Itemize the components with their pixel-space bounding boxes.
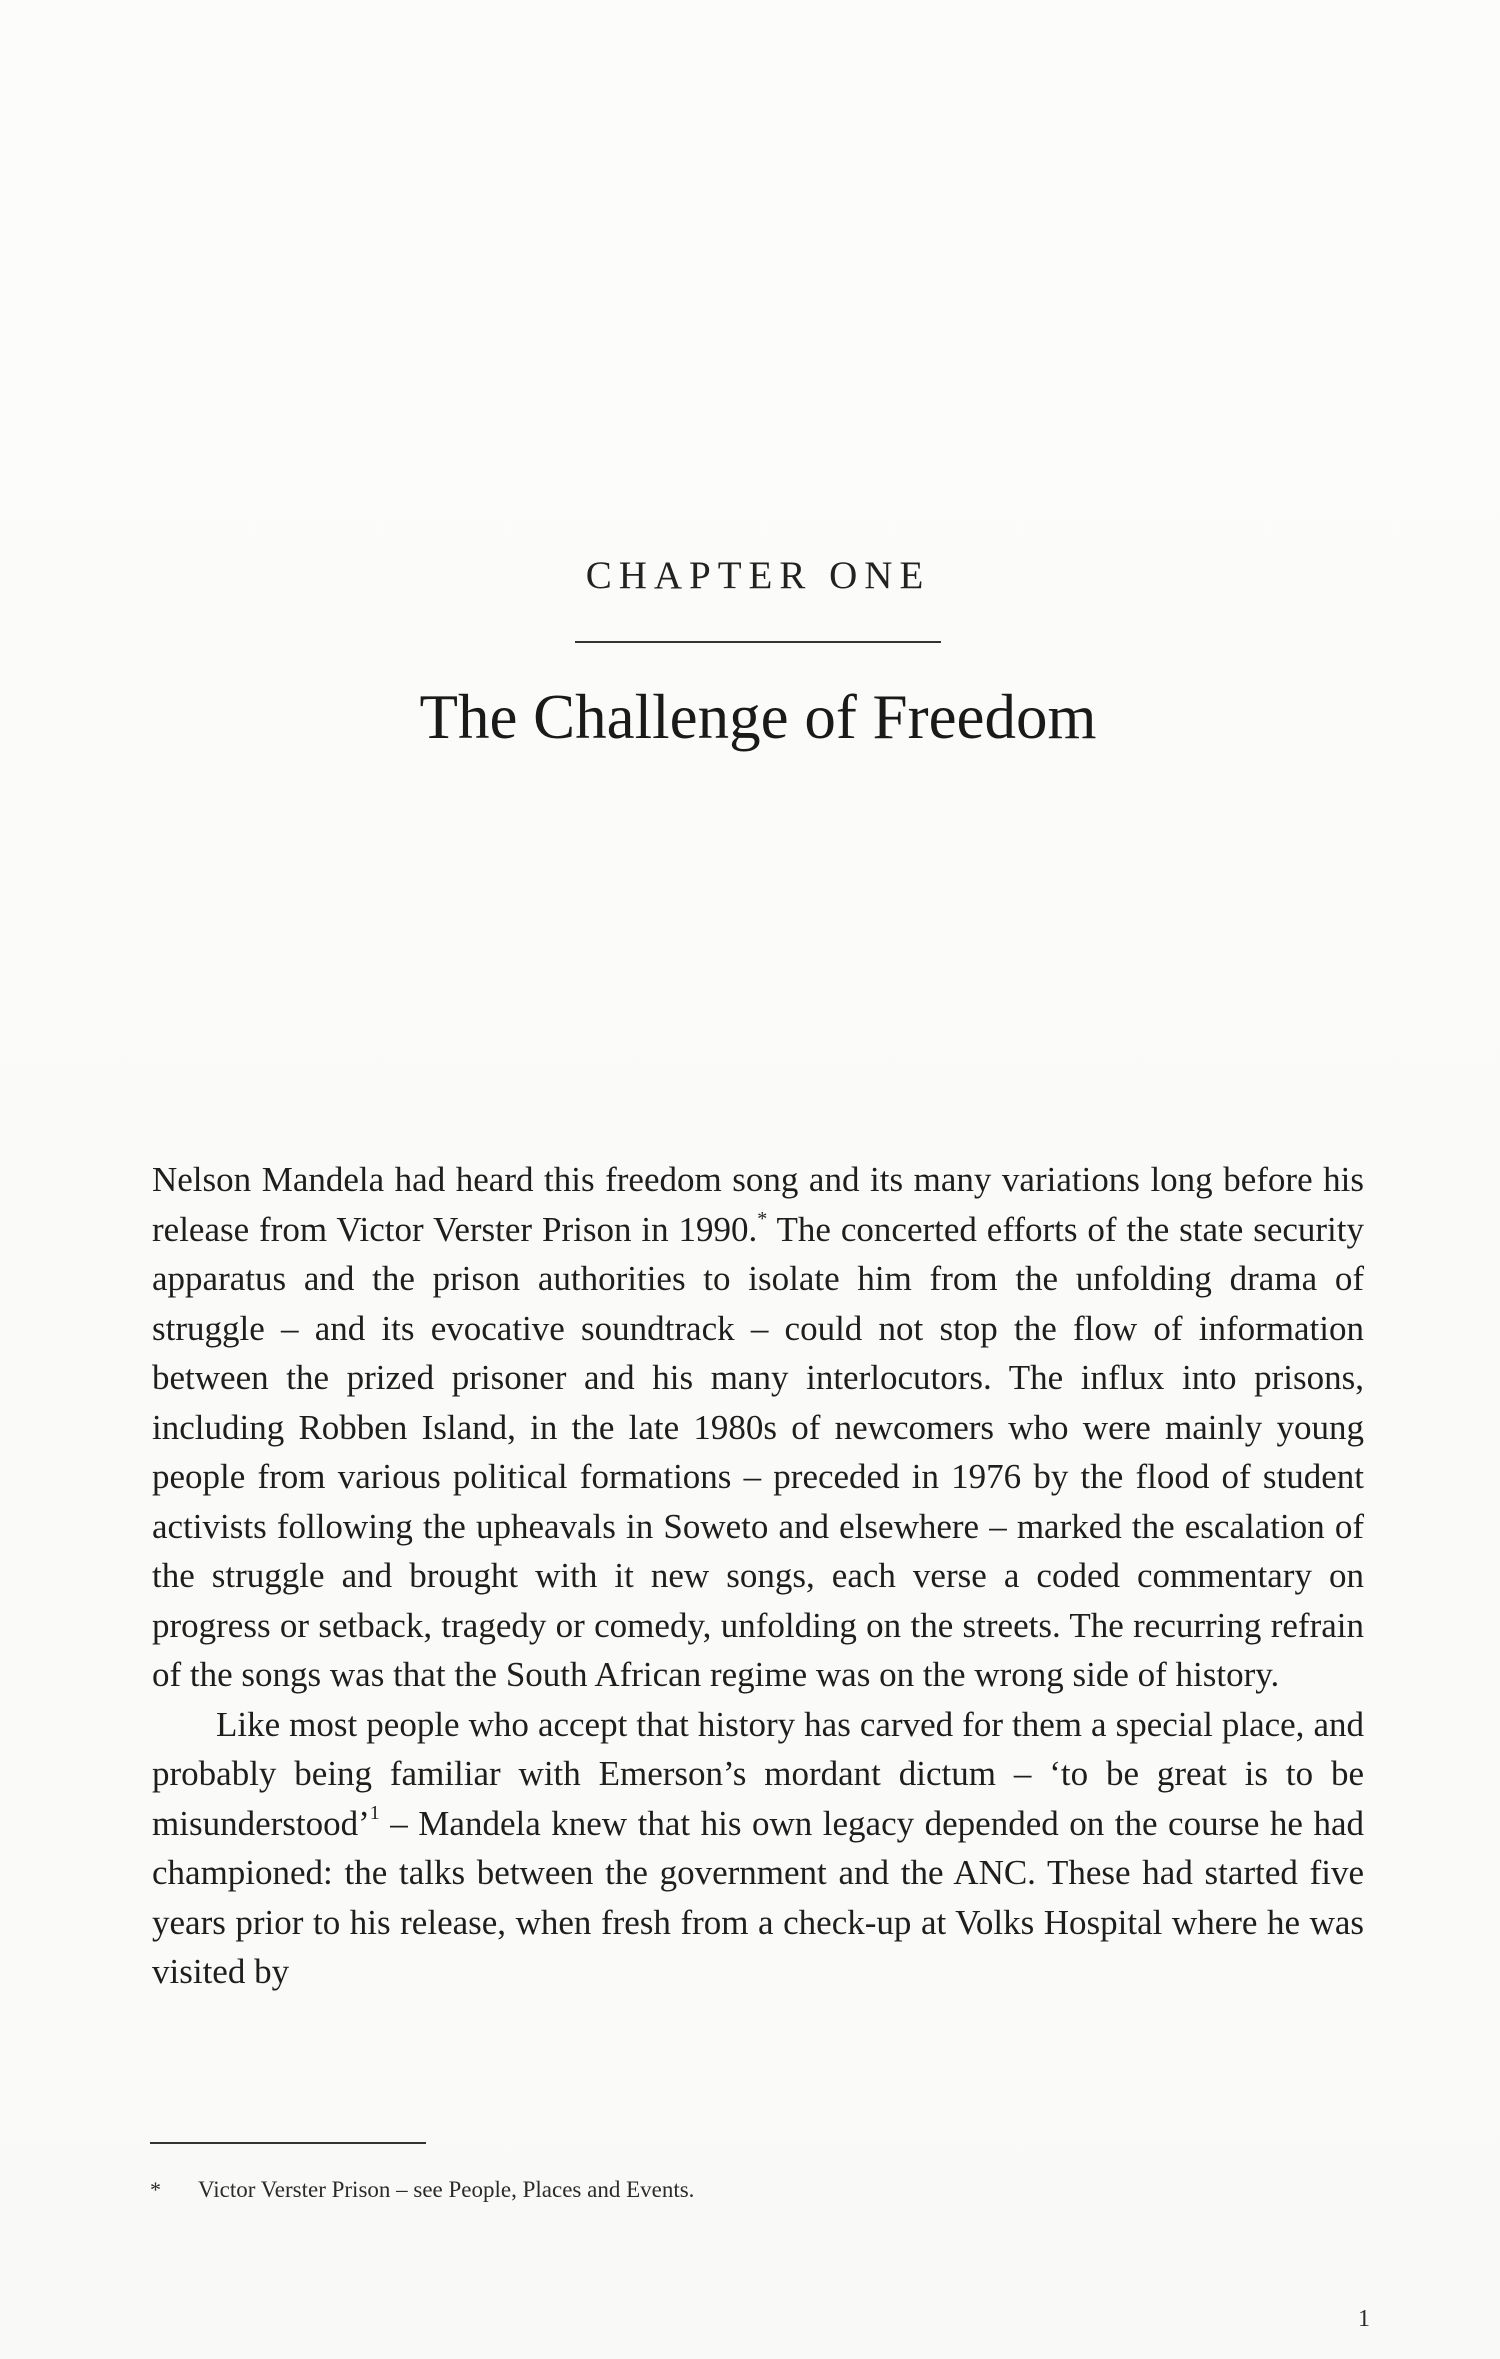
footnote-symbol: *: [150, 2177, 161, 2202]
chapter-divider: [575, 641, 941, 643]
paragraph-1: [152, 1155, 1364, 1700]
chapter-title: The Challenge of Freedom: [419, 682, 1097, 752]
footnote: [150, 2177, 1250, 2203]
paragraph-1-text-a: Nelson Mandela had heard this freedom song and its many variations long before his release from Victor Verster Prison in 1990.: [152, 1160, 1364, 1249]
paragraph-2-text-a: Like most people who accept that history has carved for them a special place, and probably being familiar with Emerson’s mordant dictum – ‘to be great is to be misunderstood’: [152, 1704, 1364, 1843]
body-text: [152, 1155, 1364, 1997]
footnote-marker: *: [757, 1207, 768, 1230]
footnote-text: Victor Verster Prison – see People, Places and Events.: [198, 2177, 695, 2202]
paragraph-1-text-b: The concerted efforts of the state security apparatus and the prison authorities to isolate him from the unfolding drama of struggle – and its evocative soundtrack – could not stop the flow of information between the prized prisoner and his many interlocutors. The influx into prisons, including Robben Island, in the late 1980s of newcomers who were mainly young people from various political formations – preceded in 1976 by the flood of student activists following the upheavals in Soweto and elsewhere – marked the escalation of the struggle and brought with it new songs, each verse a coded commentary on progress or setback, tragedy or comedy, unfolding on the streets. The recurring refrain of the songs was that the South African regime was on the wrong side of history.: [152, 1209, 1365, 1694]
page-number: 1: [1358, 2306, 1370, 2332]
paragraph-2-text-b: – Mandela knew that his own legacy depended on the course he had championed: the talks between the government and the ANC. These had started five years prior to his release, when fresh from a check-up at Volks Hospital where he was visited by: [152, 1803, 1364, 1991]
chapter-label: CHAPTER ONE: [585, 554, 931, 597]
footnote-divider: [150, 2142, 426, 2144]
paragraph-2: [152, 1700, 1364, 1997]
endnote-reference: 1: [369, 1801, 380, 1824]
